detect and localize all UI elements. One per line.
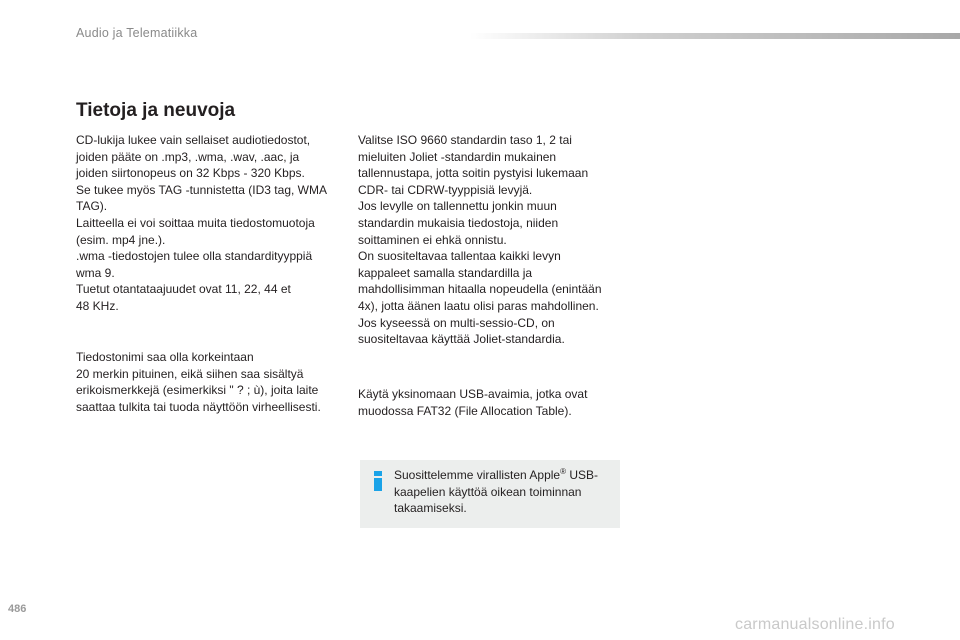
- left-paragraph-filenames: Tiedostonimi saa olla korkeintaan 20 merkin pituinen, eikä siihen saa sisältyä erikoismerkkejä (esimerkiksi " ? ; ù), joita laite saattaa tulkita tai tuoda näyttöön virheellisesti.: [76, 350, 321, 414]
- right-paragraph-usb: Käytä yksinomaan USB-avaimia, jotka ovat muodossa FAT32 (File Allocation Table).: [358, 387, 588, 418]
- watermark: carmanualsonline.info: [735, 616, 895, 633]
- info-note-box: [360, 460, 620, 528]
- info-note-text: [394, 467, 614, 517]
- page-title: Tietoja ja neuvoja: [76, 100, 236, 121]
- header-rule: [470, 33, 960, 39]
- registered-mark: ®: [560, 467, 566, 476]
- info-text-end: USB-kaapelien käyttöä oikean toiminnan takaamiseksi.: [394, 468, 598, 516]
- right-column-block-2: [358, 386, 633, 419]
- info-icon: [374, 471, 382, 489]
- right-paragraph-iso: Valitse ISO 9660 standardin taso 1, 2 tai mieluiten Joliet -standardin mukainen tallennustapa, jotta soitin pystyisi lukemaan CDR- tai CDRW-tyyppisiä levyjä. Jos levylle on tallennettu jonkin muun standardin mukaisia tiedostoja, niiden soittaminen ei ehkä onnistu. On suositeltavaa tallentaa kaikki levyn kappaleet samalla standardilla ja mahdollisimman hitaalla nopeudella (enintään 4x), jotta äänen laatu olisi paras mahdollinen. Jos kyseessä on multi-sessio-CD, on suositeltavaa käyttää Joliet-standardia.: [358, 133, 602, 347]
- left-column-block-2: [76, 349, 346, 415]
- section-title: Audio ja Telematiikka: [76, 26, 198, 40]
- page-number: 486: [8, 603, 27, 615]
- left-column-block-1: [76, 132, 346, 315]
- right-column-block-1: [358, 132, 633, 348]
- left-paragraph-formats: CD-lukija lukee vain sellaiset audiotiedostot, joiden pääte on .mp3, .wma, .wav, .aac, ja joiden siirtonopeus on 32 Kbps - 320 Kbps. Se tukee myös TAG -tunnistetta (ID3 tag, WMA TAG). Laitteella ei voi soittaa muita tiedostomuotoja (esim. mp4 jne.). .wma -tiedostojen tulee olla standardityyppiä wma 9. Tuetut otantataajuudet ovat 11, 22, 44 et 48 KHz.: [76, 133, 327, 313]
- info-text-start: Suosittelemme virallisten Apple: [394, 468, 561, 482]
